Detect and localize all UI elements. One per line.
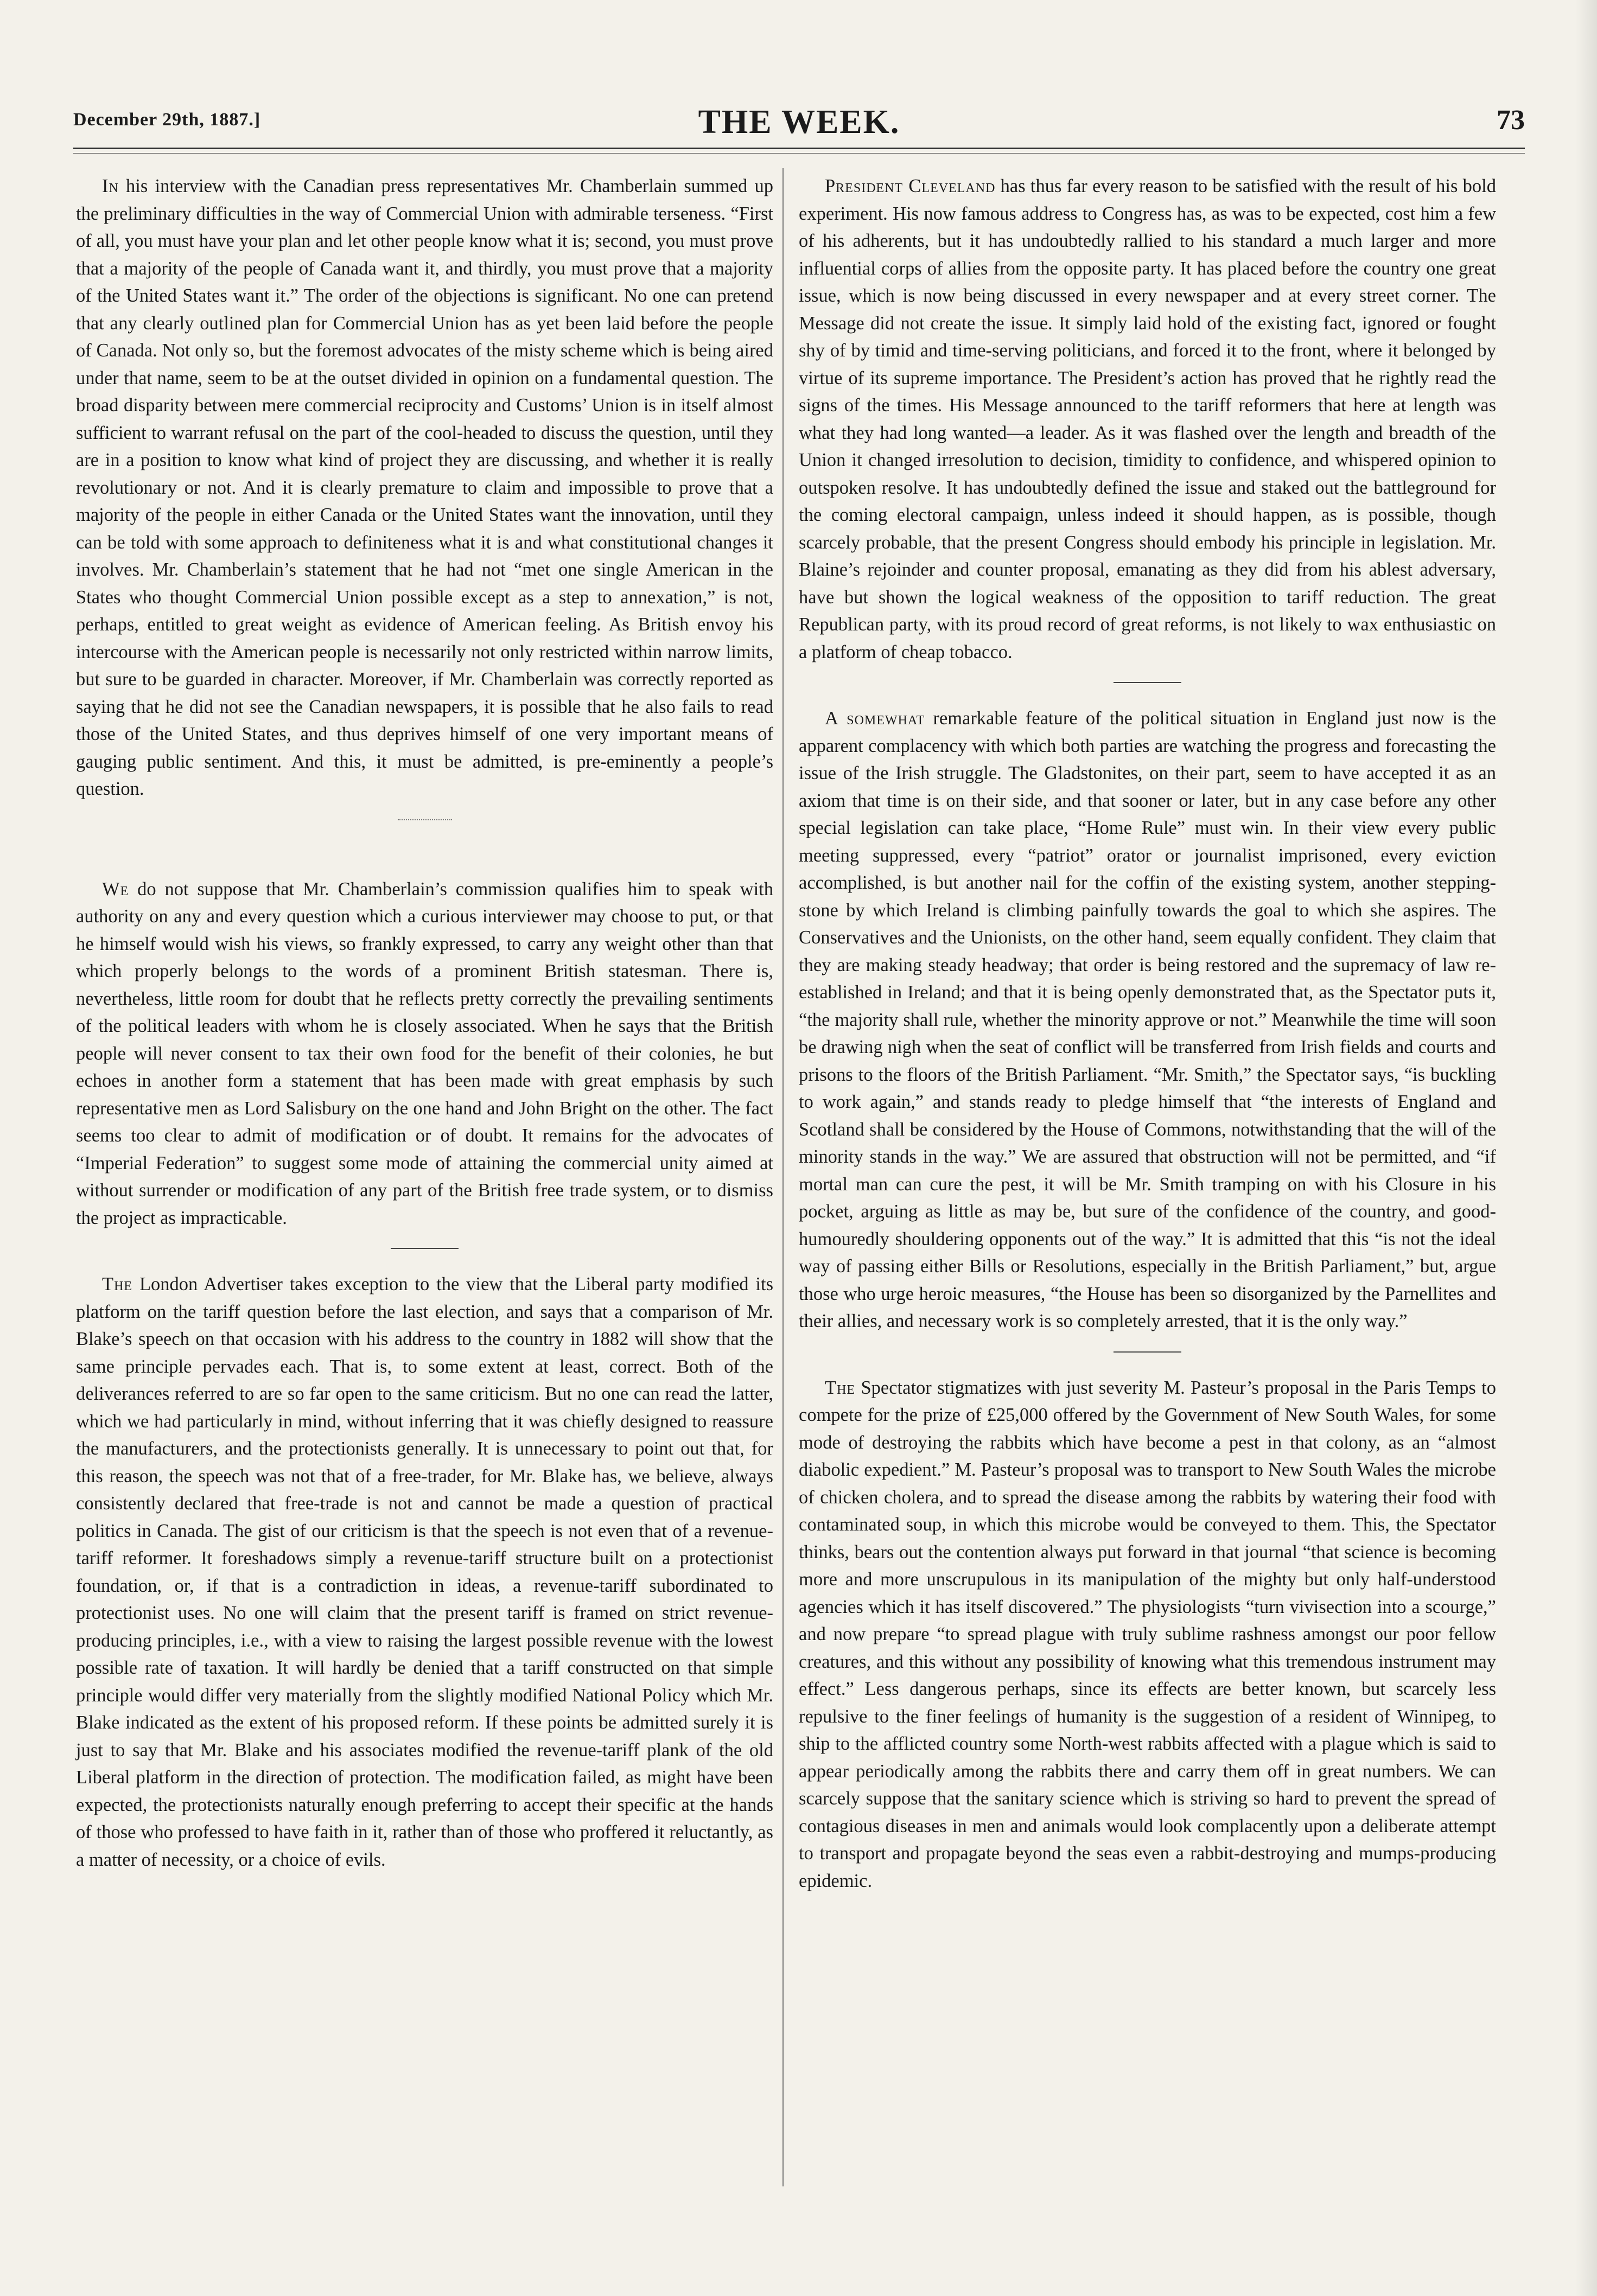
article-separator bbox=[1114, 682, 1181, 683]
article-lead: A somewhat bbox=[825, 708, 925, 729]
left-column bbox=[76, 173, 773, 1873]
article-lead: The bbox=[825, 1377, 856, 1398]
column-divider bbox=[782, 168, 784, 2186]
article-lead: We bbox=[102, 878, 129, 900]
article-imperial-federation bbox=[76, 876, 773, 1232]
header-rule bbox=[73, 148, 1525, 149]
page-edge-shadow bbox=[1575, 0, 1597, 2296]
article-irish-struggle bbox=[799, 705, 1496, 1335]
article-body: his interview with the Canadian press representatives Mr. Chamberlain summed up the preliminary difficulties in the way of Commercial Union with admirable terseness. “First of all, you must have your plan and let other people know what it is; second, you must prove that a majority of the people of Canada want it, and thirdly, you must prove that a majority of the United States want it.” The order of the objections is significant. No one can pretend that any clearly outlined plan for Commercial Union has as yet been laid before the people of Canada. Not only so, but the foremost advocates of the misty scheme which is being aired under that name, seem to be at the outset divided in opinion on a fundamental question. The broad disparity between mere commercial reciprocity and Customs’ Union is in itself almost sufficient to warrant refusal on the part of the cool-headed to discuss the question, until they are in a position to know what kind of project they are discussing, and whether it is really revolutionary or not. And it is clearly premature to claim and impossible to prove that a majority of the people in either Canada or the United States want the innovation, until they can be told with some approach to definiteness what it is and what constitutional changes it involves. Mr. Chamberlain’s statement that he had not “met one single American in the States who thought Commercial Union possible except as a step to annexation,” is not, perhaps, entitled to great weight as evidence of American feeling. As British envoy his intercourse with the American people is necessarily not only restricted within narrow limits, but sure to be guarded in character. Moreover, if Mr. Chamberlain was correctly reported as saying that he did not see the Canadian newspapers, it is possible that he also fails to read those of the United States, and thus deprives himself of one very important means of gauging public sentiment. And this, it must be admitted, is pre-eminently a people’s question. bbox=[76, 176, 773, 799]
article-president-cleveland bbox=[799, 173, 1496, 666]
article-lead: The bbox=[102, 1274, 133, 1294]
right-column bbox=[799, 173, 1496, 1895]
header-rule-thin bbox=[73, 153, 1525, 154]
article-body: remarkable feature of the political situation in England just now is the apparent complacency with which both parties are watching the progress and forecasting the issue of the Irish struggle. The Gladstonites, on their part, seem to have accepted it as an axiom that time is on their side, and that sooner or later, but in any case before any other special legislation can take place, “Home Rule” must win. In their view every public meeting suppressed, every “patriot” orator or journalist imprisoned, every eviction accomplished, is but another nail for the coffin of the existing system, another stepping-stone by which Ireland is climbing painfully towards the goal to which she aspires. The Conservatives and the Unionists, on the other hand, seem equally confident. They claim that they are making steady headway; that order is being restored and the supremacy of law re-established in Ireland; and that it is being openly demonstrated that, as the Spectator puts it, “the majority shall rule, whether the minority approve or not.” Meanwhile the time will soon be drawing nigh when the seat of conflict will be transferred from Irish fields and courts and prisons to the floors of the British Parliament. “Mr. Smith,” the Spectator says, “is buckling to work again,” and stands ready to pledge himself that “the interests of England and Scotland shall be considered by the House of Commons, notwithstanding that the will of the minority stands in the way.” We are assured that obstruction will not be permitted, and “if mortal man can cure the pest, it will be Mr. Smith tramping on with his Closure in his pocket, arguing as little as may be, but sure of the confidence of the country, and good-humouredly shouldering opponents out of the way.” It is admitted that this “is not the ideal way of passing either Bills or Resolutions, especially in the British Parliament,” but, argue those who urge heroic measures, “the House has been so disorganized by the Parnellites and their allies, and necessary work is so completely arrested, that it is the only way.” bbox=[799, 708, 1496, 1331]
page-header bbox=[73, 103, 1525, 141]
masthead-title: THE WEEK. bbox=[698, 104, 900, 141]
article-separator bbox=[391, 1248, 459, 1249]
article-separator bbox=[1114, 1351, 1181, 1353]
article-body: has thus far every reason to be satisfied with the result of his bold experiment. His now famous address to Congress has, as was to be expected, cost him a few of his adherents, but it has undoubtedly rallied to his standard a much larger and more influential corps of allies from the opposite party. It has placed before the country one great issue, which is now being discussed in every newspaper and at every street corner. The Message did not create the issue. It simply laid hold of the existing fact, ignored or fought shy of by timid and time-serving politicians, and forced it to the front, where it belonged by virtue of its supreme importance. The President’s action has proved that he rightly read the signs of the times. His Message announced to the tariff reformers that here at length was what they had long wanted—a leader. As it was flashed over the length and breadth of the Union it changed irresolution to decision, timidity to confidence, and whispered opinion to outspoken resolve. It has undoubtedly defined the issue and staked out the battleground for the coming electoral campaign, unless indeed it should happen, as is possible, though scarcely probable, that the present Congress should embody his principle in legislation. Mr. Blaine’s rejoinder and counter proposal, emanating as they did from his ablest adversary, have but shown the logical weakness of the opposition to tariff reduction. The great Republican party, with its proud record of great reforms, is not likely to wax enthusiastic on a platform of cheap tobacco. bbox=[799, 176, 1496, 662]
article-body: do not suppose that Mr. Chamberlain’s commission qualifies him to speak with authority on any and every question which a curious interviewer may choose to put, or that he himself would wish his views, so frankly expressed, to carry any weight other than that which properly belongs to the words of a prominent British statesman. There is, nevertheless, little room for doubt that he reflects pretty correctly the prevailing sentiments of the political leaders with whom he is closely associated. When he says that the British people will never consent to tax their own food for the benefit of their colonies, he but echoes in another form a statement that has been made with great emphasis by such representative men as Lord Salisbury on the one hand and John Bright on the other. The fact seems too clear to admit of modification or of doubt. It remains for the advocates of “Imperial Federation” to suggest some mode of attaining the commercial unity aimed at without surrender or modification of any part of the British free trade system, or to dismiss the project as impracticable. bbox=[76, 878, 773, 1228]
article-body: Spectator stigmatizes with just severity M. Pasteur’s proposal in the Paris Temps to compete for the prize of £25,000 offered by the Government of New South Wales, for some mode of destroying the rabbits which have become a pest in that colony, as an “almost diabolic expedient.” M. Pasteur’s proposal was to transport to New South Wales the microbe of chicken cholera, and to spread the disease among the rabbits by watering their food with contaminated soup, in which this microbe would be conveyed to them. This, the Spectator thinks, bears out the contention always put forward in that journal “that science is becoming more and more unscrupulous in its manipulation of the mighty but only half-understood agencies which it has itself discovered.” The physiologists “turn vivisection into a scourge,” and now prepare “to spread plague with truly sublime rashness amongst our poor fellow creatures, and this without any possibility of knowing what this tremendous instrument may effect.” Less dangerous perhaps, since its effects are better known, but scarcely less repulsive to the finer feelings of humanity is the suggestion of a resident of Winnipeg, to ship to the afflicted country some North-west rabbits affected with a plague which is said to appear periodically among the rabbits there and carry them off in great numbers. We can scarcely suppose that the sanitary science which is striving so hard to prevent the spread of contagious diseases in men and animals would look complacently upon a deliberate attempt to transport and propagate beyond the seas even a rabbit-destroying and mumps-producing epidemic. bbox=[799, 1377, 1496, 1891]
article-lead: In bbox=[102, 176, 119, 196]
article-chamberlain-interview bbox=[76, 173, 773, 803]
article-separator bbox=[398, 819, 452, 820]
article-pasteur-rabbits bbox=[799, 1374, 1496, 1895]
article-body: London Advertiser takes exception to the view that the Liberal party modified its platform on the tariff question before the last election, and says that a comparison of Mr. Blake’s speech on that occasion with his address to the country in 1882 will show that the same principle pervades each. That is, to some extent at least, correct. Both of the deliverances referred to are so far open to the same criticism. But no one can read the latter, which we had particularly in mind, without inferring that it was chiefly designed to reassure the manufacturers, and the protectionists generally. It is unnecessary to point out that, for this reason, the speech was not that of a free-trader, for Mr. Blake has, we believe, always consistently declared that free-trade is not and cannot be made a question of practical politics in Canada. The gist of our criticism is that the speech is not even that of a revenue-tariff reformer. It foreshadows simply a revenue-tariff structure built on a protectionist foundation, or, if that is a contradiction in ideas, a revenue-tariff subordinated to protectionist uses. No one will claim that the present tariff is framed on strict revenue-producing principles, i.e., with a view to raising the largest possible revenue with the lowest possible rate of taxation. It will hardly be denied that a tariff constructed on that simple principle would differ very materially from the slightly modified National Policy which Mr. Blake indicated as the extent of his proposed reform. If these points be admitted surely it is just to say that Mr. Blake and his associates modified the revenue-tariff plank of the old Liberal platform in the direction of protection. The modification failed, as might have been expected, the protectionists naturally enough preferring to accept their specific at the hands of those who professed to have faith in it, rather than of those who proffered it reluctantly, as a matter of necessity, or a choice of evils. bbox=[76, 1274, 773, 1870]
issue-date: December 29th, 1887.] bbox=[73, 110, 261, 130]
page-number: 73 bbox=[1497, 105, 1525, 136]
article-london-advertiser bbox=[76, 1271, 773, 1873]
article-lead: President Cleveland bbox=[825, 176, 996, 196]
